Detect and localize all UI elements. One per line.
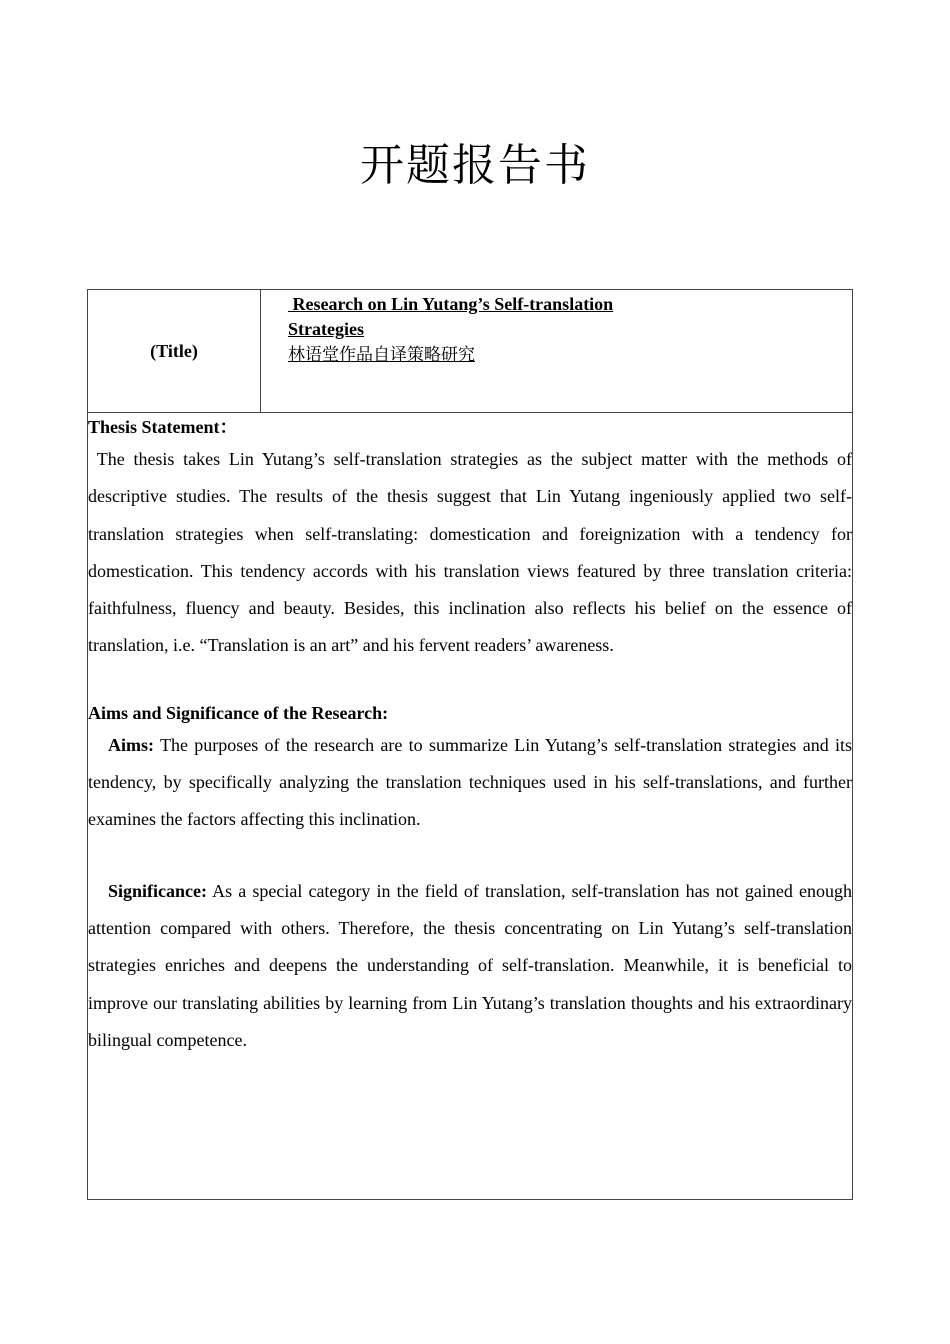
- significance-paragraph: [88, 873, 857, 1059]
- content-row: [88, 413, 853, 1200]
- title-text: [261, 290, 852, 368]
- proposal-form-table: [87, 289, 857, 1200]
- aims-text: The purposes of the research are to summarize Lin Yutang’s self-translation strategies and its tendency, by specifically analyzing the translation techniques used in his self-translations, and further examines the factors affecting this inclination.: [88, 734, 857, 830]
- aims-significance-heading: Aims and Significance of the Research:: [88, 702, 389, 723]
- document-title: 开题报告书: [360, 140, 590, 191]
- title-chinese: 林语堂作品自译策略研究: [288, 345, 475, 365]
- title-row: [88, 290, 853, 413]
- significance-label: Significance:: [108, 880, 207, 901]
- title-english-line-2: Strategies: [288, 319, 364, 339]
- title-label: (Title): [88, 290, 261, 413]
- aims-label: Aims:: [108, 734, 154, 755]
- thesis-statement-heading: Thesis Statement：: [88, 417, 238, 437]
- title-english-line-1: Research on Lin Yutang’s Self-translation: [288, 294, 614, 314]
- content-cell: [88, 413, 857, 1200]
- thesis-statement-text: The thesis takes Lin Yutang’s self-translation strategies as the subject matter with the methods of descriptive studies. The results of the thesis suggest that Lin Yutang ingeniously applied two self-translation strategies when self-translating: domestication and foreignization with a tendency for domestication. This tendency accords with his translation views featured by three translation criteria: faithfulness, fluency and beauty. Besides, this inclination also reflects his belief on the essence of translation, i.e. “Translation is an art” and his fervent readers’ awareness.: [88, 449, 857, 656]
- significance-text: As a special category in the field of translation, self-translation has not gained enough attention compared with others. Therefore, the thesis concentrating on Lin Yutang’s self-translation strategies enriches and deepens the understanding of self-translation. Meanwhile, it is beneficial to improve our translating abilities by learning from Lin Yutang’s translation thoughts and his extraordinary bilingual competence.: [88, 880, 857, 1050]
- title-value-cell: [261, 290, 853, 413]
- aims-paragraph: [88, 727, 857, 839]
